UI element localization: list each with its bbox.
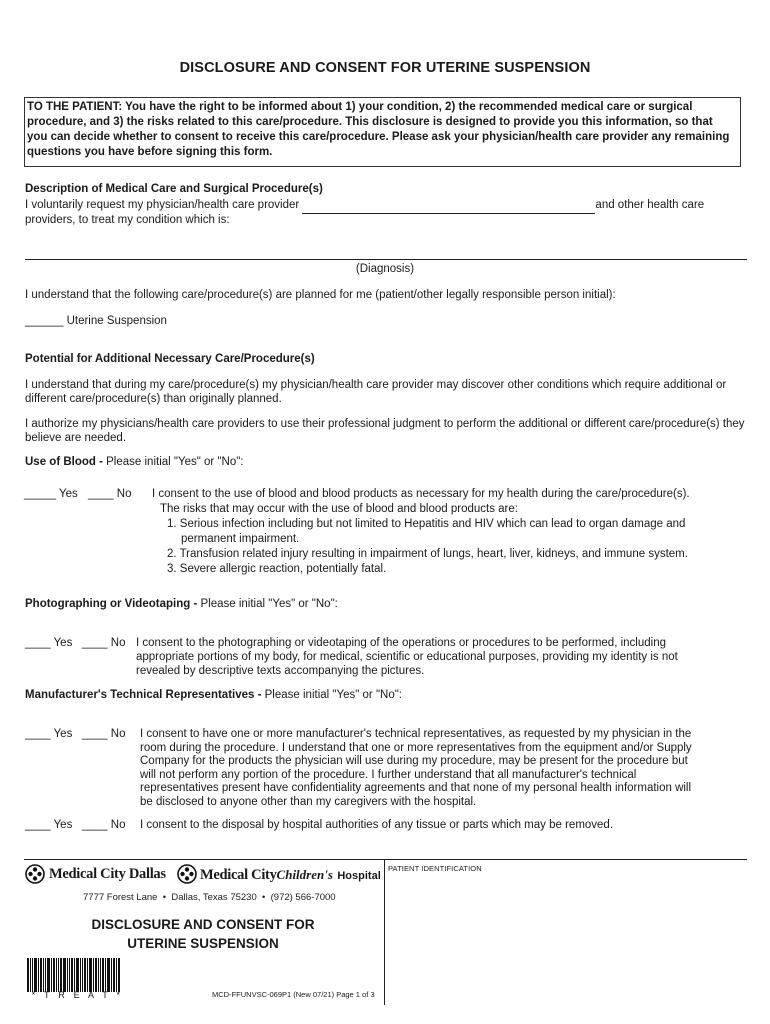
additional-care-para-1: I understand that during my care/procedure(s) my physician/health care provider may discover other conditions which require additional or different care/procedure(s) than originally planned. xyxy=(25,379,727,405)
logo2-part-a: Medical City xyxy=(200,867,277,883)
patient-notice-box: TO THE PATIENT: You have the right to be informed about 1) your condition, 2) the recommended medical care or surgical procedure, and 3) the risks related to this care/procedure. This disclosure is designed to provide you this information, so that you can decide whether to consent to receive this care/procedure. Please ask your physician/health care provider any remaining questions you have before signing this form. xyxy=(24,97,741,167)
blood-heading-line xyxy=(25,456,244,470)
reps-consent-line: Company for the products the physician will use during my procedure, may be present for the procedure but xyxy=(140,755,688,767)
description-heading: Description of Medical Care and Surgical Procedure(s) xyxy=(25,183,323,195)
footer-form-title xyxy=(24,915,382,953)
diagnosis-label: (Diagnosis) xyxy=(355,263,415,275)
logo2-part-b: Children's xyxy=(276,867,333,882)
disposal-yes-field[interactable]: ____ Yes xyxy=(25,819,73,831)
reps-instruction: Please initial "Yes" or "No": xyxy=(264,689,403,701)
additional-care-para-2: I authorize my physicians/health care providers to use their professional judgment to perform the additional or different care/procedure(s) they believe are needed. xyxy=(25,418,745,444)
request-line xyxy=(25,199,747,214)
blood-risk-item: 2. Transfusion related injury resulting in impairment of lungs, heart, liver, kidneys, and immune system. xyxy=(167,548,688,560)
footer-form-title-line-2: UTERINE SUSPENSION xyxy=(127,936,279,951)
disposal-no-field[interactable]: ____ No xyxy=(82,819,126,831)
medical-city-logo-icon xyxy=(25,864,45,884)
reps-consent-line: I consent to have one or more manufacturer's technical representatives, as requested by my physician in the xyxy=(140,728,692,740)
planned-procedures-text: I understand that the following care/procedure(s) are planned for me (patient/other legally responsible person initial): xyxy=(25,289,616,301)
barcode xyxy=(27,958,128,992)
request-prefix: I voluntarily request my physician/health care provider xyxy=(25,199,300,211)
blood-risk-item: 1. Serious infection including but not limited to Hepatitis and HIV which can lead to organ damage and xyxy=(167,518,686,530)
barcode-text: * T R E A T * xyxy=(31,990,124,1000)
patient-id-label: PATIENT IDENTIFICATION xyxy=(388,864,482,873)
photo-heading-line xyxy=(25,598,338,612)
blood-consent-text: I consent to the use of blood and blood products as necessary for my health during the care/procedure(s). xyxy=(152,488,690,500)
blood-instruction: Please initial "Yes" or "No": xyxy=(106,456,244,468)
form-title: DISCLOSURE AND CONSENT FOR UTERINE SUSPENSION xyxy=(179,60,591,76)
provider-name-field[interactable] xyxy=(302,199,595,214)
photo-consent-line-1: I consent to the photographing or videotaping of the operations or procedures to be performed, including xyxy=(136,637,666,649)
blood-risks-intro: The risks that may occur with the use of blood and blood products are: xyxy=(160,503,518,515)
logo2-part-c: Hospital xyxy=(337,870,381,882)
reps-consent-line: be disclosed to anyone other than my caregivers with the hospital. xyxy=(140,795,477,808)
blood-yes-field[interactable]: _____ Yes xyxy=(24,488,78,500)
reps-heading: Manufacturer's Technical Representatives - xyxy=(25,689,265,701)
footer-vertical-divider xyxy=(384,859,385,1005)
reps-yes-field[interactable]: ____ Yes xyxy=(25,728,73,740)
photo-yes-field[interactable]: ____ Yes xyxy=(25,637,73,649)
procedure-initial-field[interactable]: ______ xyxy=(25,315,64,327)
disposal-consent-text: I consent to the disposal by hospital authorities of any tissue or parts which may be removed. xyxy=(140,819,614,831)
blood-risk-item: 3. Severe allergic reaction, potentially fatal. xyxy=(167,563,387,575)
footer-form-title-line-1: DISCLOSURE AND CONSENT FOR xyxy=(91,917,315,932)
medical-city-childrens-logo-icon xyxy=(177,864,197,884)
form-code: MCD-FFUNVSC-069P1 (New 07/21) Page 1 of 3 xyxy=(212,990,375,999)
reps-no-field[interactable]: ____ No xyxy=(82,728,126,740)
request-line-2: providers, to treat my condition which is: xyxy=(25,214,230,226)
medical-city-childrens-logo-text xyxy=(200,866,381,884)
blood-risk-item: permanent impairment. xyxy=(181,533,300,545)
hospital-address: 7777 Forest Lane • Dallas, Texas 75230 • (972) 566-7000 xyxy=(83,892,336,903)
reps-consent-text xyxy=(140,728,750,809)
request-suffix: and other health care xyxy=(595,199,705,211)
photo-heading: Photographing or Videotaping - xyxy=(25,598,201,610)
reps-consent-line: room during the procedure. I understand that one or more representatives from the equipment and/or Supply xyxy=(140,741,692,754)
diagnosis-field[interactable] xyxy=(25,259,747,260)
reps-heading-line xyxy=(25,689,402,703)
procedure-name: Uterine Suspension xyxy=(66,315,167,327)
medical-city-dallas-logo-text: Medical City Dallas xyxy=(49,866,166,882)
photo-consent-line-2: appropriate portions of my body, for medical, scientific or educational purposes, providing my identity is not xyxy=(136,651,678,663)
reps-consent-line: will not perform any portion of the procedure. I further understand that all manufacturer's technical xyxy=(140,768,637,781)
photo-consent-line-3: revealed by descriptive texts accompanying the pictures. xyxy=(136,665,425,677)
blood-heading: Use of Blood - xyxy=(25,456,107,468)
blood-no-field[interactable]: ____ No xyxy=(88,488,132,500)
photo-no-field[interactable]: ____ No xyxy=(82,637,126,649)
procedure-line xyxy=(25,315,167,329)
additional-care-heading: Potential for Additional Necessary Care/Procedure(s) xyxy=(25,353,315,365)
footer-divider xyxy=(24,859,747,860)
reps-consent-line: representatives present have confidentiality agreements and that none of my personal health information will xyxy=(140,782,692,794)
photo-instruction: Please initial "Yes" or "No": xyxy=(200,598,338,610)
